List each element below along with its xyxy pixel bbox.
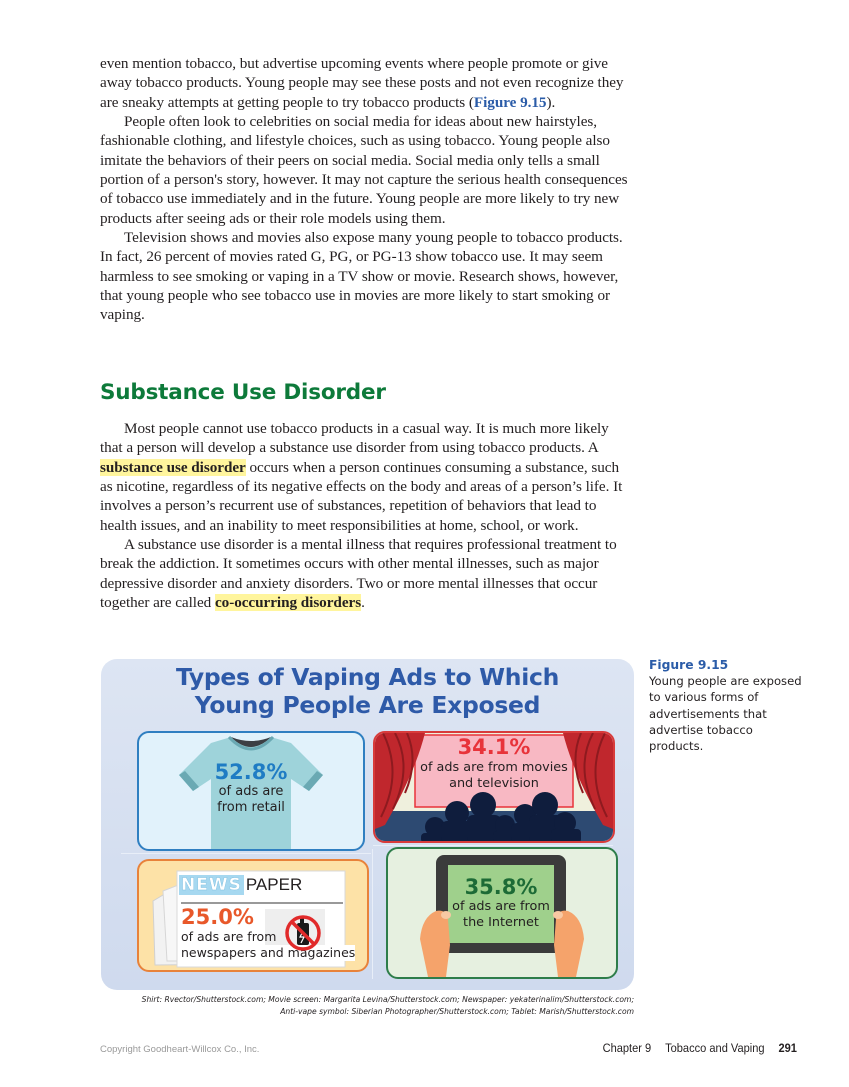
figure-caption [649,657,809,754]
divider [373,845,613,846]
infographic-title: Types of Vaping Ads to Which Young People Are Exposed [175,663,560,719]
figure-reference-link[interactable]: Figure 9.15 [473,93,547,111]
running-footer [592,1041,797,1055]
paragraph: even mention tobacco, but advertise upcoming events where people promote or give away tobacco products. Young people may see these posts and not even recognize they are sneaky attempts at getting people to try tobacco products (Figure 9.15). [100,55,624,111]
paragraph: A substance use disorder is a mental illness that requires professional treatment to break the addiction. It sometimes occurs with other mental illnesses, such as major depressive disorder and anxiety disorders. Two or more mental illnesses that occur together are called co-occurring disorders. [100,536,617,612]
page-number: 291 [778,1041,797,1055]
divider [121,853,371,854]
divider [372,849,373,979]
image-credits: Shirt: Rvector/Shutterstock.com; Movie screen: Margarita Levina/Shutterstock.com; Newspaper: yekaterinalim/Shutterstock.com; Anti-vape symbol: Siberian Photographer/Shutterstock.com; Tablet: Marish/Shutterstock.com [141,995,634,1016]
retail-percentage: 52.8% [214,760,288,784]
paragraph: Most people cannot use tobacco products in a casual way. It is much more likely that a person will develop a substance use disorder from using tobacco products. A substance use disorder occurs when a person continues consuming a substance, such as nicotine, regardless of its negative effects on the body and areas of a person’s life. It involves a person’s recurrent use of substances, repetition of behaviors that lead to health issues, and an inability to meet responsibilities at home, school, or work. [100,420,623,534]
retail-ads-panel: 52.8% of ads are from retail [137,731,365,851]
key-term: co-occurring disorders [214,594,362,612]
newspaper-ads-panel: NEWS PAPER 25.0% of ads are from newspapers and magazines [137,859,369,972]
movies-tv-ads-panel: 34.1% of ads are from movies and television [373,731,615,843]
movies-percentage: 34.1% [457,735,531,759]
body-text-section [100,419,632,612]
caption-text: Young people are exposed to various forms of advertisements that advertise tobacco products. [649,674,802,754]
chapter-label: Chapter 9 [602,1041,652,1055]
infographic-figure [101,659,634,990]
chapter-title: Tobacco and Vaping [665,1041,765,1055]
newspaper-masthead: NEWS PAPER [181,875,303,895]
key-term: substance use disorder [100,458,246,476]
internet-percentage: 35.8% [464,875,538,899]
paragraph: People often look to celebrities on social media for ideas about new hairstyles, fashionable clothing, and lifestyle choices, such as using tobacco. Young people also imitate the behaviors of their peers on social media. Social media only tells a small portion of a person's story, however. It may not capture the serious health consequences of tobacco use immediately and in the future. Young people are more likely to try new products after seeing ads or their role models using them. [100,113,628,227]
copyright-notice: Copyright Goodheart-Willcox Co., Inc. [100,1044,260,1055]
newspaper-percentage: 25.0% [181,905,254,929]
no-vape-icon [283,913,323,953]
figure-label: Figure 9.15 [649,658,729,672]
paragraph: Television shows and movies also expose many young people to tobacco products. In fact, 26 percent of movies rated G, PG, or PG-13 show tobacco use. It may seem harmless to see smoking or vaping in a TV show or movie. Research shows, however, that young people who see tobacco use in movies are more likely to start smoking or vaping. [100,229,623,324]
body-text-top [100,54,632,325]
section-heading: Substance Use Disorder [100,380,386,405]
internet-ads-panel: 35.8% of ads are from the Internet [386,847,618,979]
